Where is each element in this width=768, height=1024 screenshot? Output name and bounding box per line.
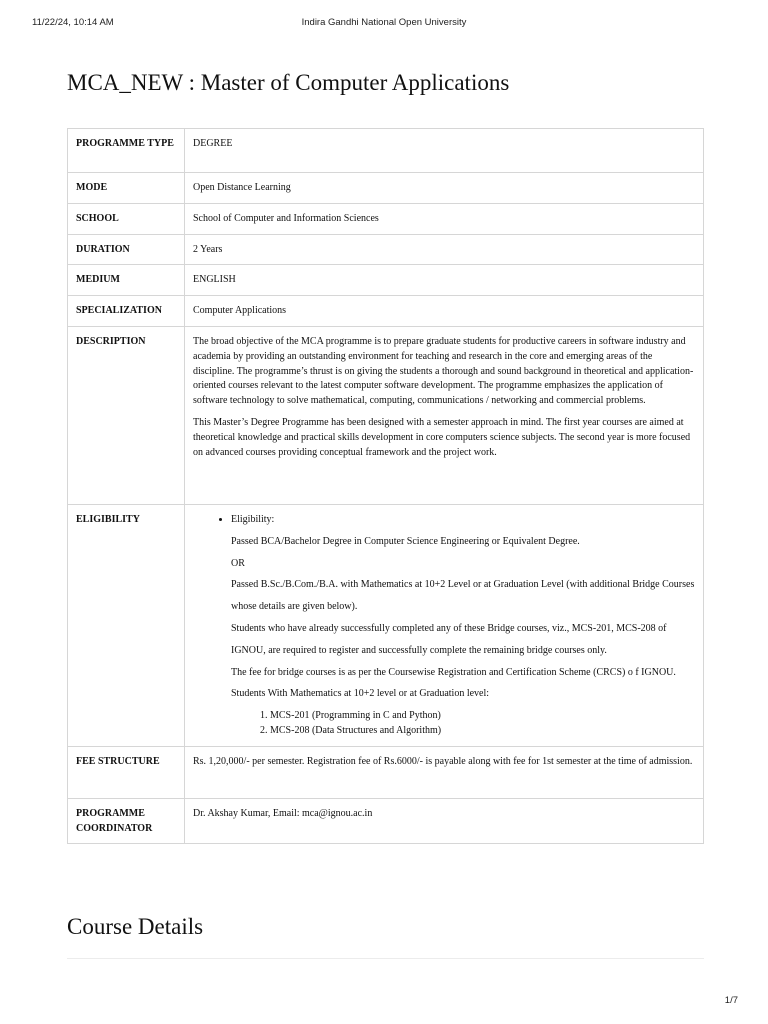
- medium-value: ENGLISH: [185, 265, 704, 296]
- coordinator-text: Dr. Akshay Kumar, Email: mca@ignou.ac.in: [193, 807, 373, 819]
- eligibility-line-6: The fee for bridge courses is as per the Coursewise Registration and Certification Scheme (CRCS) o f IGNOU.: [231, 666, 676, 678]
- duration-value: 2 Years: [185, 234, 704, 265]
- eligibility-item: [231, 513, 695, 739]
- bridge-course-item: 2. MCS-208 (Data Structures and Algorithm): [270, 724, 695, 739]
- eligibility-line-3: whose details are given below).: [231, 601, 358, 613]
- programme-info-table: [67, 128, 704, 844]
- specialization-label: SPECIALIZATION: [68, 296, 185, 327]
- row-description: [68, 326, 704, 504]
- school-value: School of Computer and Information Sciences: [185, 203, 704, 234]
- eligibility-list: [193, 513, 695, 739]
- duration-label: DURATION: [68, 234, 185, 265]
- course-details-heading: Course Details: [67, 914, 204, 939]
- coordinator-value: [185, 798, 704, 844]
- description-paragraph-2: This Master’s Degree Programme has been designed with a semester approach in mind. The first year courses are aimed at theoretical knowledge and practical skills development in core computers science subjects. The second year is more focused on advanced courses providing conceptual framework and the project work.: [193, 416, 691, 458]
- eligibility-or: OR: [231, 557, 245, 569]
- bridge-course-list: [231, 709, 695, 739]
- eligibility-heading: • Eligibility:: [231, 513, 275, 525]
- programme-type-label: PROGRAMME TYPE: [68, 129, 185, 173]
- row-coordinator: [68, 798, 704, 844]
- fee-structure-value: Rs. 1,20,000/- per semester. Registration fee of Rs.6000/- is payable along with fee for 1st semester at the time of admission.: [185, 746, 704, 798]
- row-school: [68, 203, 704, 234]
- eligibility-value: [185, 504, 704, 746]
- programme-type-value: DEGREE: [185, 129, 704, 173]
- fee-structure-label: FEE STRUCTURE: [68, 746, 185, 798]
- row-fee-structure: [68, 746, 704, 798]
- mode-label: MODE: [68, 173, 185, 204]
- description-paragraph-1: The broad objective of the MCA programme is to prepare graduate students for productive careers in software industry and academia by providing an outstanding environment for teaching and research in the core and emerging areas of the discipline. The programme’s thrust is on giving the students a thorough and sound background in theoretical and application-oriented courses relevant to the latest computer software development. The programme emphasizes the application of software technology to solve mathematical, computing, communications / networking and commercial problems.: [193, 335, 694, 407]
- section-divider: [67, 958, 704, 959]
- eligibility-line-5: IGNOU, are required to register and successfully complete the remaining bridge courses only.: [231, 644, 607, 656]
- bridge-course-item: 1. MCS-201 (Programming in C and Python): [270, 709, 695, 724]
- row-mode: [68, 173, 704, 204]
- eligibility-line-7: Students With Mathematics at 10+2 level or at Graduation level:: [231, 688, 490, 700]
- eligibility-line-1: Passed BCA/Bachelor Degree in Computer Science Engineering or Equivalent Degree.: [231, 535, 580, 547]
- eligibility-line-4: Students who have already successfully completed any of these Bridge courses, viz., MCS-201, MCS-208 of: [231, 622, 667, 634]
- print-site-title: Indira Gandhi National Open University: [301, 17, 467, 28]
- row-medium: [68, 265, 704, 296]
- print-datetime: 11/22/24, 10:14 AM: [32, 17, 114, 28]
- description-value: [185, 326, 704, 504]
- row-eligibility: [68, 504, 704, 746]
- medium-label: MEDIUM: [68, 265, 185, 296]
- mode-value: Open Distance Learning: [185, 173, 704, 204]
- row-programme-type: [68, 129, 704, 173]
- row-duration: [68, 234, 704, 265]
- school-label: SCHOOL: [68, 203, 185, 234]
- row-specialization: [68, 296, 704, 327]
- description-label: DESCRIPTION: [68, 326, 185, 504]
- print-header: [0, 17, 768, 31]
- page-title: MCA_NEW : Master of Computer Applications: [67, 70, 510, 95]
- eligibility-line-2: Passed B.Sc./B.Com./B.A. with Mathematics at 10+2 Level or at Graduation Level (with additional Bridge Courses: [231, 579, 695, 591]
- specialization-value: Computer Applications: [185, 296, 704, 327]
- page-number: 1/7: [724, 995, 738, 1006]
- coordinator-label: PROGRAMME COORDINATOR: [68, 798, 185, 844]
- eligibility-label: ELIGIBILITY: [68, 504, 185, 746]
